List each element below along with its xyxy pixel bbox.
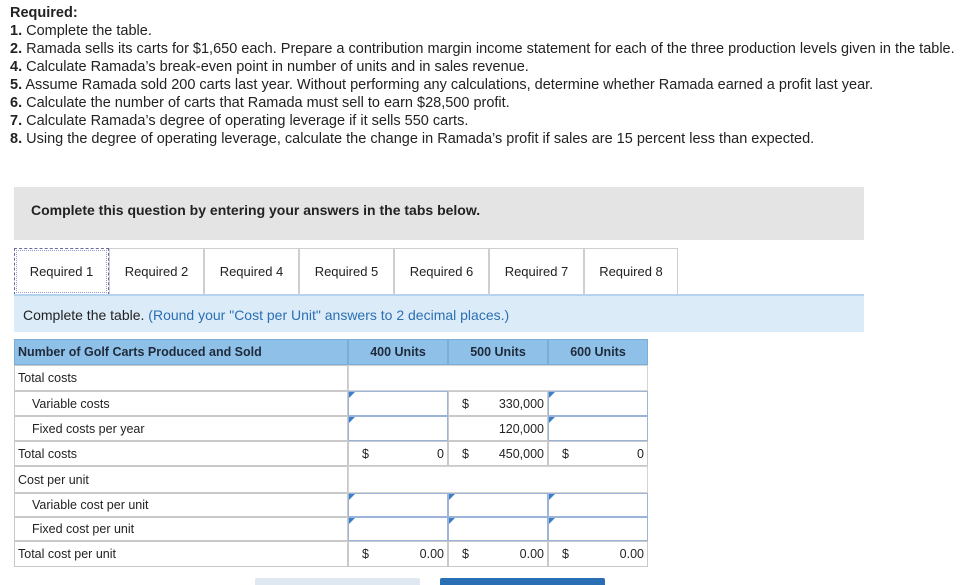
value-total-cost-per-unit-600 — [548, 541, 648, 567]
value-number: 0 — [637, 446, 644, 461]
input-fixed-costs-600[interactable] — [548, 416, 648, 441]
row-label-total-costs-section: Total costs — [14, 365, 348, 391]
required-item-text: Calculate Ramada’s degree of operating leverage if it sells 550 carts. — [22, 113, 469, 129]
tab-required-7[interactable]: Required 7 — [489, 248, 584, 295]
required-item-number: 5. — [10, 77, 23, 93]
row-label-fixed-costs: Fixed costs per year — [14, 416, 348, 441]
complete-bar — [14, 296, 864, 332]
dollar-sign: $ — [462, 547, 469, 561]
row-label-total-cost-per-unit: Total cost per unit — [14, 541, 348, 567]
required-item-text: Using the degree of operating leverage, calculate the change in Ramada’s profit if sales are 15 percent less than expected. — [22, 131, 815, 147]
required-item-number: 4. — [10, 59, 23, 75]
required-heading: Required: — [10, 5, 78, 21]
value-number: 330,000 — [498, 396, 544, 411]
value-fixed-costs-500 — [448, 416, 548, 441]
required-item-1 — [10, 22, 965, 40]
input-variable-cost-per-unit-500[interactable] — [448, 493, 548, 517]
input-variable-cost-per-unit-400[interactable] — [348, 493, 448, 517]
value-variable-costs-500 — [448, 391, 548, 416]
complete-bar-note: (Round your "Cost per Unit" answers to 2 decimal places.) — [148, 307, 510, 323]
required-item-6 — [10, 94, 965, 112]
required-item-text: Calculate the number of carts that Ramada must sell to earn $28,500 profit. — [22, 95, 510, 111]
value-number: 0 — [437, 446, 444, 461]
value-total-cost-per-unit-500 — [448, 541, 548, 567]
next-button[interactable] — [440, 578, 605, 585]
value-total-cost-per-unit-400 — [348, 541, 448, 567]
value-number: 0.00 — [519, 547, 544, 561]
complete-bar-text — [23, 307, 509, 323]
value-number: 120,000 — [498, 421, 544, 436]
column-header-500: 500 Units — [448, 339, 548, 365]
tab-required-6[interactable]: Required 6 — [394, 248, 489, 295]
value-total-costs-600 — [548, 441, 648, 466]
row-label-cost-per-unit-section: Cost per unit — [14, 466, 348, 493]
instructions-text: Complete this question by entering your answers in the tabs below. — [31, 202, 481, 218]
dollar-sign: $ — [462, 446, 469, 461]
tab-required-2[interactable]: Required 2 — [109, 248, 204, 295]
required-item-4 — [10, 58, 965, 76]
value-total-costs-500 — [448, 441, 548, 466]
required-section — [10, 4, 965, 148]
prev-button[interactable] — [255, 578, 420, 585]
required-item-text: Assume Ramada sold 200 carts last year. Without performing any calculations, determine whether Ramada earned a profit last year. — [22, 77, 874, 93]
value-total-costs-400 — [348, 441, 448, 466]
section-spacer — [348, 466, 648, 493]
input-variable-costs-400[interactable] — [348, 391, 448, 416]
column-header-400: 400 Units — [348, 339, 448, 365]
dollar-sign: $ — [362, 446, 369, 461]
required-item-2 — [10, 40, 965, 58]
tab-bar — [14, 248, 864, 295]
tab-required-8[interactable]: Required 8 — [584, 248, 678, 295]
row-label-total-costs: Total costs — [14, 441, 348, 466]
required-item-text: Calculate Ramada’s break-even point in number of units and in sales revenue. — [22, 59, 529, 75]
required-item-7 — [10, 112, 965, 130]
column-header-600: 600 Units — [548, 339, 648, 365]
row-label-variable-costs: Variable costs — [14, 391, 348, 416]
value-number: 0.00 — [419, 547, 444, 561]
dollar-sign: $ — [562, 446, 569, 461]
required-item-number: 6. — [10, 95, 23, 111]
required-item-number: 1. — [10, 23, 23, 39]
input-variable-cost-per-unit-600[interactable] — [548, 493, 648, 517]
required-item-number: 7. — [10, 113, 23, 129]
required-item-number: 8. — [10, 131, 23, 147]
input-fixed-cost-per-unit-600[interactable] — [548, 517, 648, 541]
dollar-sign: $ — [562, 547, 569, 561]
complete-bar-main: Complete the table. — [23, 307, 149, 323]
table-header-label: Number of Golf Carts Produced and Sold — [14, 339, 348, 365]
required-item-number: 2. — [10, 41, 23, 57]
input-variable-costs-600[interactable] — [548, 391, 648, 416]
input-fixed-costs-400[interactable] — [348, 416, 448, 441]
row-label-fixed-cost-per-unit: Fixed cost per unit — [14, 517, 348, 541]
required-item-text: Ramada sells its carts for $1,650 each. Prepare a contribution margin income statement for each of the three production levels given in the table. — [22, 41, 955, 57]
row-label-variable-cost-per-unit: Variable cost per unit — [14, 493, 348, 517]
input-fixed-cost-per-unit-400[interactable] — [348, 517, 448, 541]
tab-required-1[interactable]: Required 1 — [14, 248, 109, 295]
input-fixed-cost-per-unit-500[interactable] — [448, 517, 548, 541]
required-item-text: Complete the table. — [22, 23, 152, 39]
dollar-sign: $ — [362, 547, 369, 561]
value-number: 0.00 — [619, 547, 644, 561]
required-item-8 — [10, 130, 965, 148]
tab-required-5[interactable]: Required 5 — [299, 248, 394, 295]
required-item-5 — [10, 76, 965, 94]
dollar-sign: $ — [462, 396, 469, 411]
value-number: 450,000 — [498, 446, 544, 461]
section-spacer — [348, 365, 648, 391]
instructions-box — [14, 187, 864, 240]
tab-required-4[interactable]: Required 4 — [204, 248, 299, 295]
